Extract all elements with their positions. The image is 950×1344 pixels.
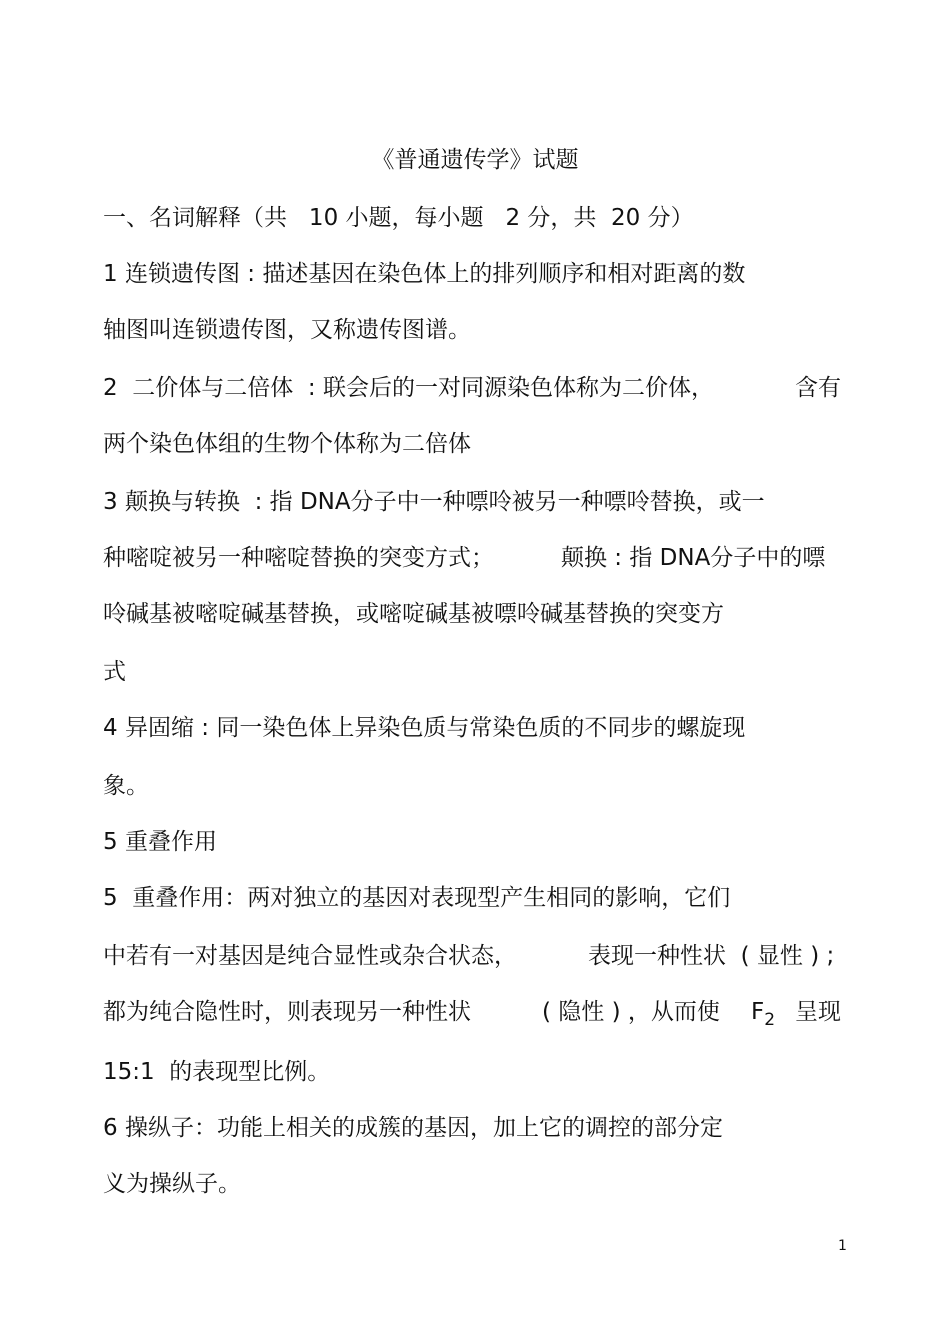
section-heading: 一、名词解释（共 10 小题，每小题 2 分，共 20 分） (103, 205, 694, 231)
entry-3-line-4: 式 (103, 659, 126, 685)
entry-5-line-2-right: 表现一种性状 ( 显性 ) ; (588, 943, 835, 969)
f2-generation-label: $F_2$ (751, 999, 776, 1030)
entry-5-line-3-right: 呈现 (795, 999, 841, 1025)
entry-3-line-3: 呤碱基被嘧啶碱基替换，或嘧啶碱基被嘌呤碱基替换的突变方 (103, 601, 724, 627)
entry-5-heading: 5 重叠作用 (103, 829, 217, 855)
entry-2-line-1-right: 含有 (795, 375, 841, 401)
page-number: 1 (838, 1238, 847, 1254)
entry-1-line-2: 轴图叫连锁遗传图，又称遗传图谱。 (103, 317, 471, 343)
f2-subscript: 2 (764, 1010, 776, 1030)
entry-5-line-1: 5 重叠作用：两对独立的基因对表现型产生相同的影响，它们 (103, 885, 731, 911)
entry-3-line-2-right: 颠换 : 指 DNA分子中的嘌 (561, 545, 826, 571)
entry-2-line-2: 两个染色体组的生物个体称为二倍体 (103, 431, 471, 457)
entry-2-line-1: 2 二价体与二倍体 : 联会后的一对同源染色体称为二价体， (103, 375, 714, 401)
entry-3-line-1: 3 颠换与转换 : 指 DNA分子中一种嘌呤被另一种嘌呤替换，或一 (103, 489, 765, 515)
entry-1-line-1: 1 连锁遗传图 : 描述基因在染色体上的排列顺序和相对距离的数 (103, 261, 746, 287)
entry-6-line-2: 义为操纵子。 (103, 1171, 241, 1197)
entry-4-line-1: 4 异固缩 : 同一染色体上异染色质与常染色质的不同步的螺旋现 (103, 715, 746, 741)
entry-4-line-2: 象。 (103, 773, 149, 799)
document-title: 《普通遗传学》试题 (371, 147, 579, 173)
entry-3-line-2: 种嘧啶被另一种嘧啶替换的突变方式； (103, 545, 494, 571)
entry-5-line-3: 都为纯合隐性时，则表现另一种性状 (103, 999, 471, 1025)
entry-5-line-4: 15:1 的表现型比例。 (103, 1059, 331, 1085)
entry-5-line-3-mid: ( 隐性 ) ，从而使 (542, 999, 720, 1025)
entry-6-line-1: 6 操纵子：功能上相关的成簇的基因，加上它的调控的部分定 (103, 1115, 723, 1141)
entry-5-line-2: 中若有一对基因是纯合显性或杂合状态， (103, 943, 517, 969)
